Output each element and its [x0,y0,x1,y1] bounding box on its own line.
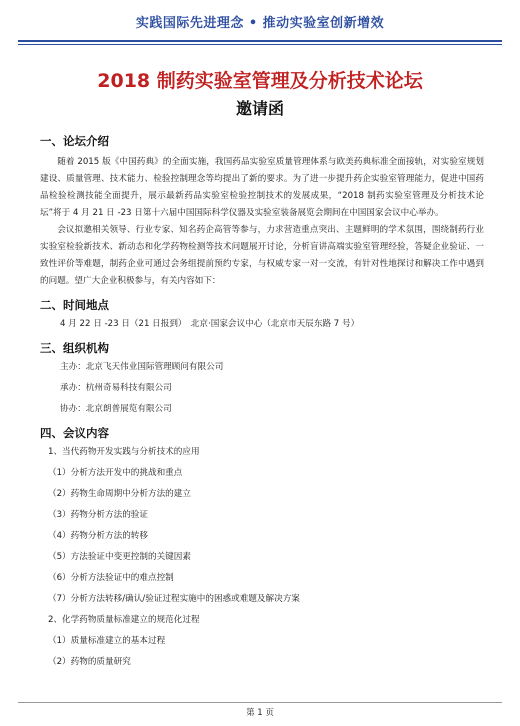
content-item: 1、当代药物开发实践与分析技术的应用 [48,447,200,457]
content-item: （5）方法验证中变更控制的关键因素 [48,552,191,562]
intro-paragraph-2: 会议拟邀相关领导、行业专家、知名药企高管等参与，力求营造重点突出、主题鲜明的学术氛围，围绕制药行业实验室检验新技术、新动态和化学药物检测等技术问题展开讨论，分析盲讲高端实验室管理经验，答疑企业验证、一致性评价等难题，制药企业可通过会务组提前预约专家，与权威专家一对一交流，有针对性地探讨和解决工作中遇到的问题。望广大企业积极参与，有关内容如下： [40,225,484,286]
content-item: （7）分析方法转移/确认/验证过程实施中的困惑或难题及解决方案 [48,594,300,604]
header-rule [18,40,502,42]
content-item: 2、化学药物质量标准建立的规范化过程 [48,615,200,625]
content-item: （2）药物生命周期中分析方法的建立 [48,489,191,499]
section-heading-intro: 一、论坛介绍 [40,134,109,148]
org-host: 主办：北京飞天伟业国际管理顾问有限公司 [60,362,224,372]
content-item: （2）药物的质量研究 [48,657,131,667]
time-place-line: 4 月 22 日 -23 日（21 日报到） 北京·国家会议中心（北京市天辰东路 7 号） [60,319,360,329]
content-item: （1）分析方法开发中的挑战和重点 [48,468,183,478]
content-item: （1）质量标准建立的基本过程 [48,636,166,646]
org-co-organizer: 协办：北京朗普展览有限公司 [60,404,172,414]
content-item: （6）分析方法验证中的难点控制 [48,573,174,583]
document-subtitle: 邀请函 [235,99,284,118]
section-heading-time: 二、时间地点 [40,298,109,312]
page-number: 第 1 页 [246,708,274,718]
section-heading-org: 三、组织机构 [40,341,109,355]
document-title: 2018 制药实验室管理及分析技术论坛 [97,70,423,92]
header-slogan: 实践国际先进理念 • 推动实验室创新增效 [135,16,385,31]
content-item: （3）药物分析方法的验证 [48,510,148,520]
content-item: （4）药物分析方法的转移 [48,531,148,541]
document-body [40,132,484,673]
header-rule-thin [18,44,502,45]
footer-rule [18,702,502,703]
section-heading-content: 四、会议内容 [40,426,109,440]
org-organizer: 承办：杭州奇易科技有限公司 [60,383,172,393]
intro-paragraph-1: 随着 2015 版《中国药典》的全面实施，我国药品实验室质量管理体系与欧美药典标准全面接轨，对实验室规划建设、质量管理、技术能力、检验控制理念等均提出了新的要求。为了进一步提升药企实验室管理能力，促进中国药品检验检测技能全面提升，展示最新药品实验室检验控制技术的发展成果，“2018 制药实验室管理及分析技术论坛”将于 4 月 21 日 -23 日第十六届中国国际科学仪器及实验室装备展览会期间在中国国家会议中心举办。 [40,157,484,218]
